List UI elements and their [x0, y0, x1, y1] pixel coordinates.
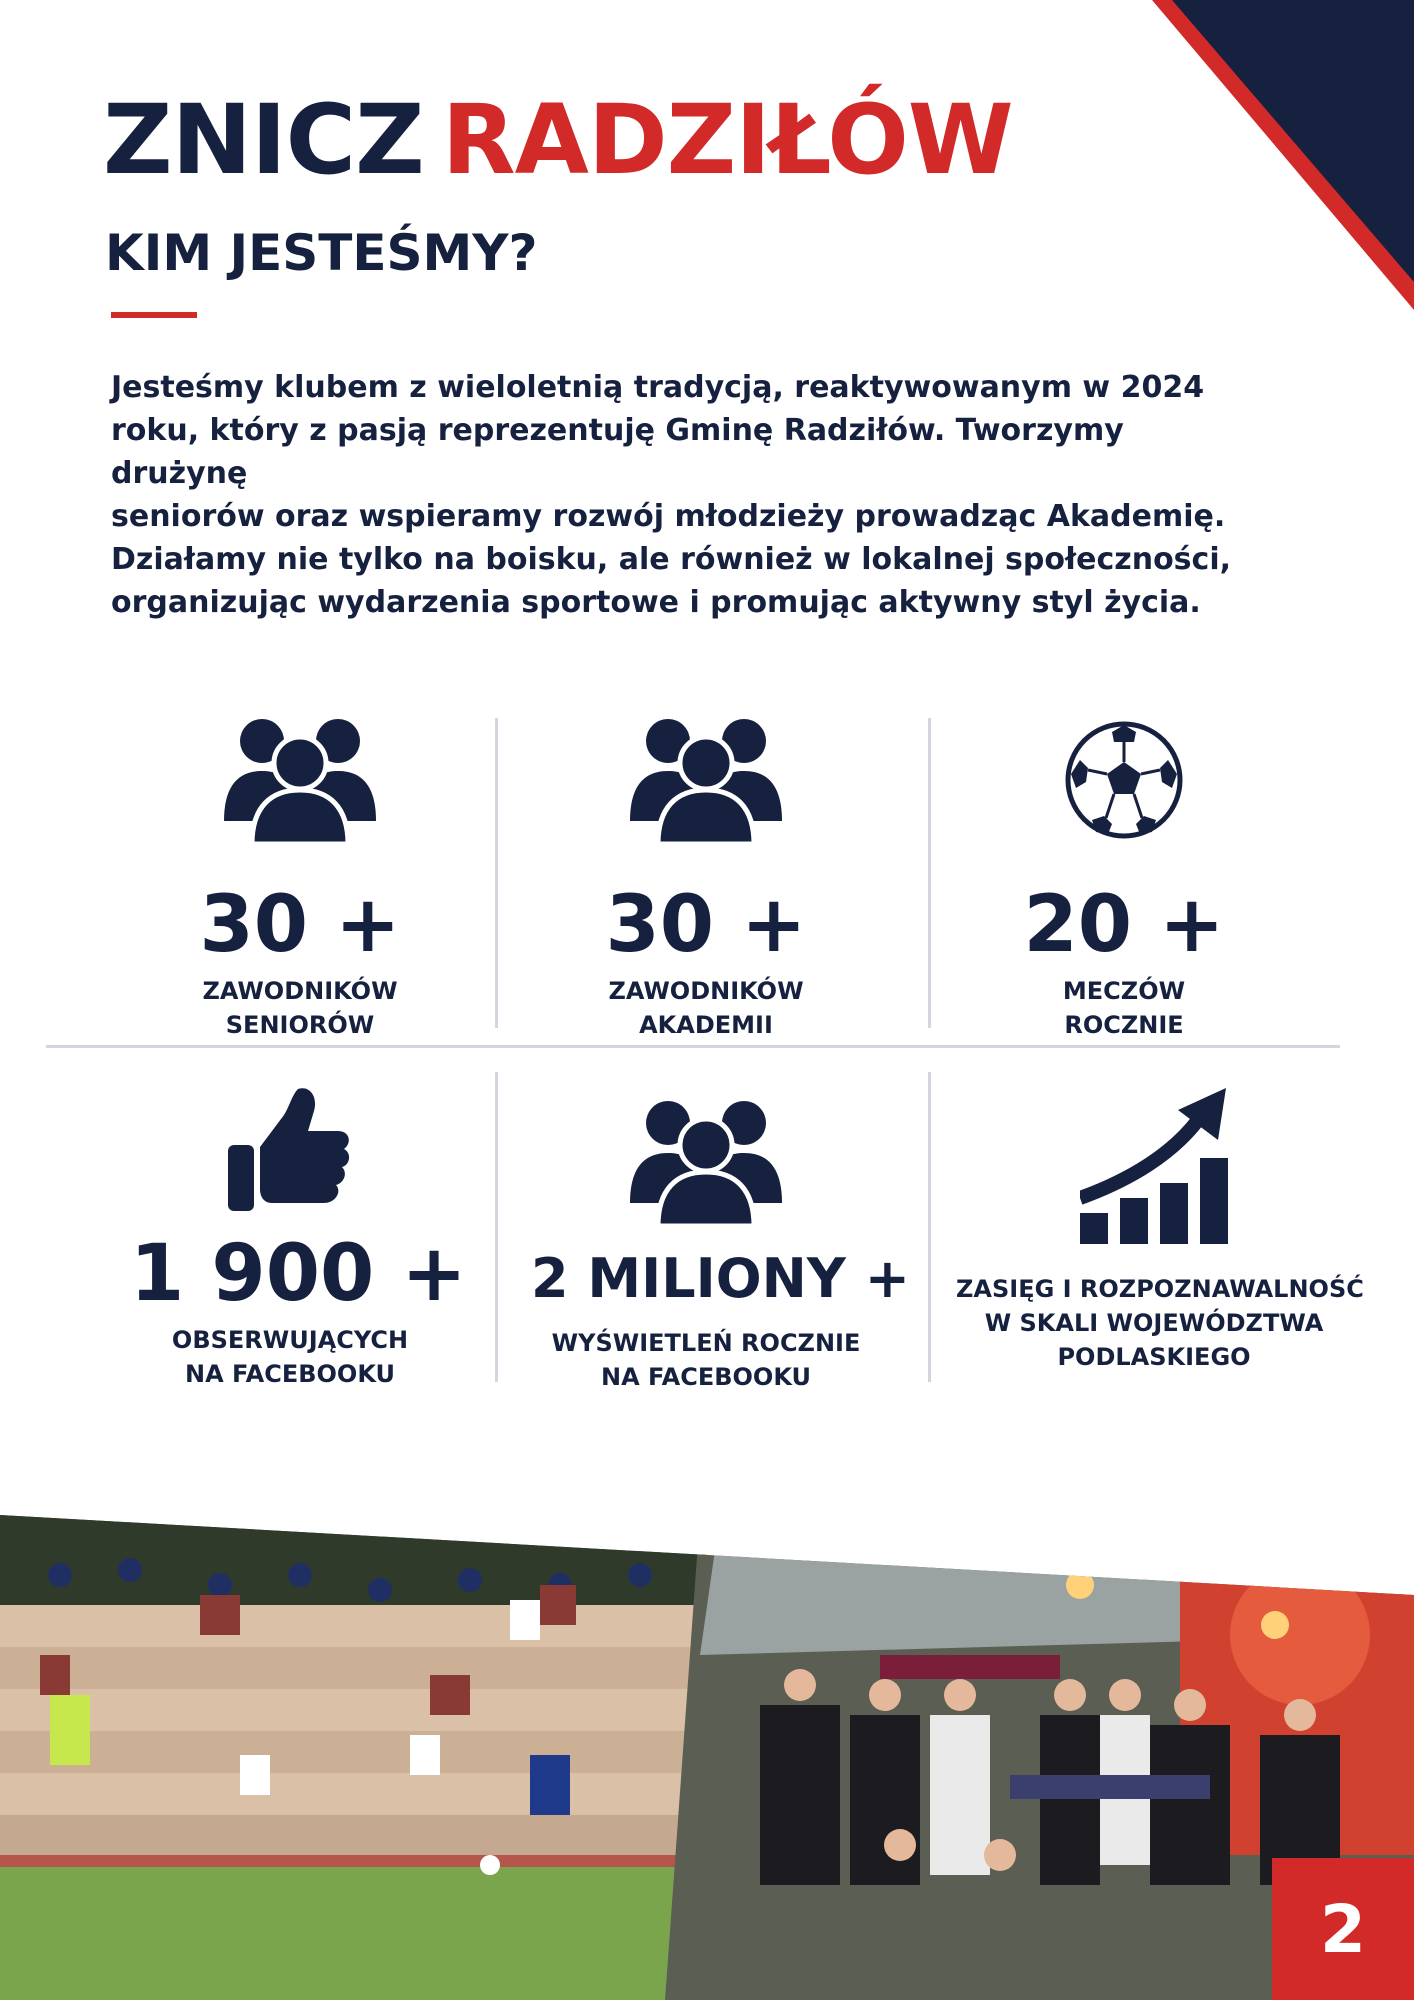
- section-heading: KIM JESTEŚMY?: [105, 224, 538, 282]
- stat-facebook-followers: [130, 1085, 467, 1391]
- stats-divider-vertical: [495, 718, 498, 1028]
- club-title-part1: ZNICZ: [103, 84, 424, 196]
- intro-paragraph: [111, 366, 1241, 624]
- stat-label: OBSERWUJĄCYCH: [171, 1326, 409, 1354]
- stat-label: ZASIĘG I ROZPOZNAWALNOŚĆ: [956, 1275, 1364, 1303]
- intro-line: roku, który z pasją reprezentuję Gminę Radziłów. Tworzymy drużynę: [111, 413, 1124, 491]
- photo-strip: [0, 1515, 1414, 2000]
- stat-label: MECZÓW: [1062, 977, 1186, 1005]
- stat-academy-players: [556, 716, 856, 1042]
- stat-label: WYŚWIETLEŃ ROCZNIE: [551, 1329, 861, 1357]
- stat-value: 1 900 +: [130, 1229, 467, 1319]
- club-title: [103, 84, 1013, 196]
- intro-line: seniorów oraz wspieramy rozwój młodzieży prowadząc Akademię.: [111, 499, 1226, 534]
- stats-divider-horizontal: [46, 1045, 1340, 1048]
- stat-label: SENIORÓW: [225, 1011, 375, 1039]
- stats-divider-vertical: [928, 1072, 931, 1382]
- stats-divider-vertical: [495, 1072, 498, 1382]
- stat-value: 20 +: [1023, 880, 1225, 970]
- stat-value: 30 +: [199, 880, 401, 970]
- page-number-badge: 2: [1272, 1858, 1414, 2000]
- stat-label: NA FACEBOOKU: [185, 1360, 395, 1388]
- stat-label: PODLASKIEGO: [1057, 1343, 1251, 1371]
- stat-matches: [974, 716, 1274, 1042]
- intro-line: Działamy nie tylko na boisku, ale również w lokalnej społeczności,: [111, 542, 1232, 577]
- growth-chart-icon: [1080, 1088, 1228, 1244]
- stat-senior-players: [150, 716, 450, 1042]
- stat-value: 2 MILIONY +: [531, 1247, 910, 1310]
- thumbs-up-icon: [226, 1085, 354, 1213]
- users-icon: [630, 716, 782, 844]
- stat-label: AKADEMII: [639, 1011, 773, 1039]
- users-icon: [224, 716, 376, 844]
- stat-label: ZAWODNIKÓW: [608, 977, 804, 1005]
- stat-reach: [956, 1088, 1364, 1374]
- stat-facebook-views: [531, 1098, 910, 1394]
- stat-value: 30 +: [605, 880, 807, 970]
- stat-label: NA FACEBOOKU: [601, 1363, 811, 1391]
- corner-decoration: [1114, 0, 1414, 330]
- heading-underline: [111, 312, 197, 318]
- intro-line: organizując wydarzenia sportowe i promując aktywny styl życia.: [111, 585, 1201, 620]
- club-title-part2: RADZIŁÓW: [441, 84, 1013, 196]
- stat-label: ROCZNIE: [1064, 1011, 1184, 1039]
- users-icon: [630, 1098, 782, 1226]
- match-photo: [0, 1515, 710, 2000]
- stats-divider-vertical: [928, 718, 931, 1028]
- stat-label: ZAWODNIKÓW: [202, 977, 398, 1005]
- intro-line: Jesteśmy klubem z wieloletnią tradycją, reaktywowanym w 2024: [111, 370, 1205, 405]
- stat-label: W SKALI WOJEWÓDZTWA: [984, 1309, 1324, 1337]
- soccer-ball-icon: [1060, 716, 1188, 844]
